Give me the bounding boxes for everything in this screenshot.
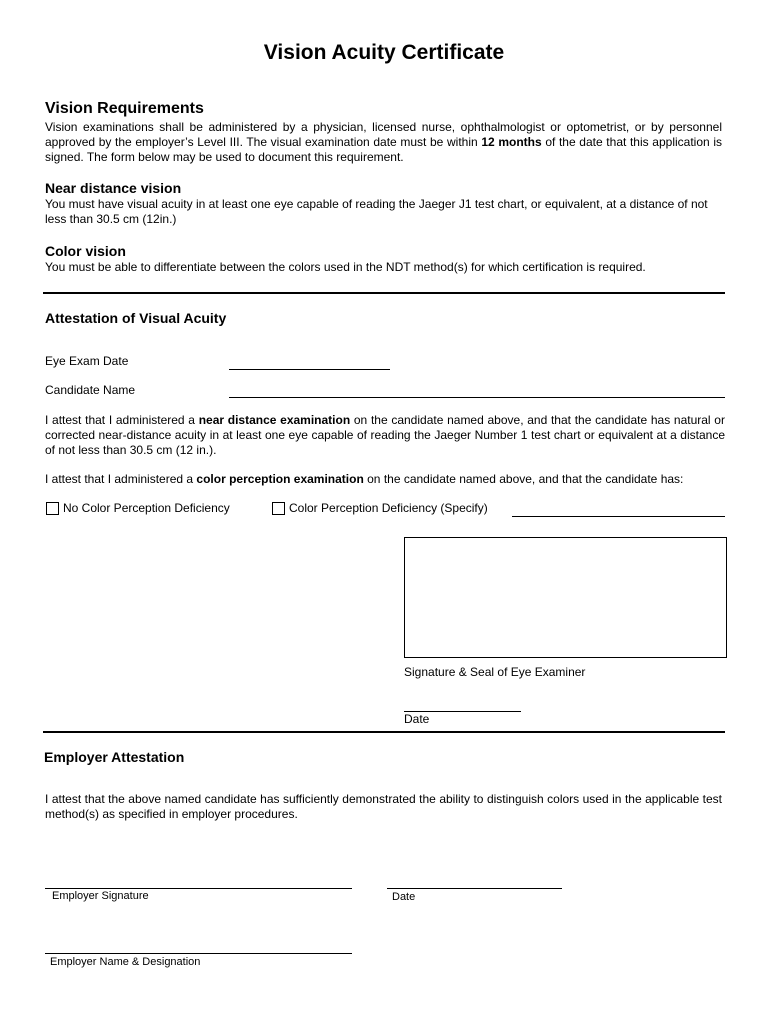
employer-attestation-heading: Employer Attestation	[44, 749, 185, 765]
attestation-heading: Attestation of Visual Acuity	[45, 310, 227, 326]
employer-attestation-text: I attest that the above named candidate has sufficiently demonstrated the ability to distinguish colors used in the applicable test method(s) as specified in employer procedures.	[45, 792, 722, 821]
near-attest-part: on the candidate named above, and that the candidate has natural or corrected near-distance acuity in at least one eye capable of reading the Jaeger Number 1 test chart or equivalent at a distance of not less than 30.5 cm (12 in.).	[45, 413, 725, 457]
vision-requirements-heading: Vision Requirements	[45, 100, 204, 117]
color-exam-attestation-text	[45, 472, 725, 487]
deficiency-specify-field[interactable]	[512, 516, 725, 517]
employer-date-label: Date	[392, 891, 416, 903]
candidate-name-label: Candidate Name	[45, 383, 136, 397]
deficiency-checkbox[interactable]	[272, 502, 285, 515]
no-deficiency-checkbox[interactable]	[46, 502, 59, 515]
color-attest-part: on the candidate named above, and that the candidate has:	[363, 472, 684, 486]
near-attest-bold: near distance examination	[198, 413, 351, 427]
near-vision-heading: Near distance vision	[45, 180, 182, 196]
eye-exam-date-label: Eye Exam Date	[45, 354, 129, 368]
requirements-text-part: of the date that this application is signed. The form below may be used to document this requirement.	[45, 135, 722, 164]
deficiency-label: Color Perception Deficiency (Specify)	[289, 501, 488, 515]
color-vision-heading: Color vision	[45, 243, 126, 259]
examiner-signature-seal-box[interactable]	[404, 537, 727, 658]
eye-exam-date-field[interactable]	[229, 369, 390, 370]
employer-name-field[interactable]	[45, 953, 352, 954]
candidate-name-field[interactable]	[229, 397, 725, 398]
employer-date-field[interactable]	[387, 888, 562, 889]
section-divider	[43, 731, 725, 733]
no-deficiency-label: No Color Perception Deficiency	[63, 501, 230, 515]
employer-signature-label: Employer Signature	[52, 890, 149, 902]
near-attest-part: I attest that I administered a	[45, 413, 199, 427]
examiner-date-label: Date	[404, 712, 430, 726]
color-vision-text: You must be able to differentiate between the colors used in the NDT method(s) for which certification is required.	[45, 260, 646, 274]
examiner-signature-label: Signature & Seal of Eye Examiner	[404, 665, 586, 679]
requirements-text-part: Vision examinations shall be administered by a physician, licensed nurse, ophthalmologist or optometrist, or by personnel approved by the employer’s Level III. The visual examination date must be within	[45, 120, 722, 149]
vision-requirements-text	[45, 120, 722, 165]
color-attest-bold: color perception examination	[196, 472, 364, 486]
page-title: Vision Acuity Certificate	[263, 41, 505, 64]
employer-signature-field[interactable]	[45, 888, 352, 889]
employer-name-label: Employer Name & Designation	[50, 956, 201, 968]
requirements-text-bold: 12 months	[481, 135, 542, 149]
section-divider	[43, 292, 725, 294]
color-attest-part: I attest that I administered a	[45, 472, 197, 486]
near-vision-text: You must have visual acuity in at least one eye capable of reading the Jaeger J1 test chart, or equivalent, at a distance of not less than 30.5 cm (12in.)	[45, 197, 708, 226]
near-exam-attestation-text	[45, 413, 725, 458]
